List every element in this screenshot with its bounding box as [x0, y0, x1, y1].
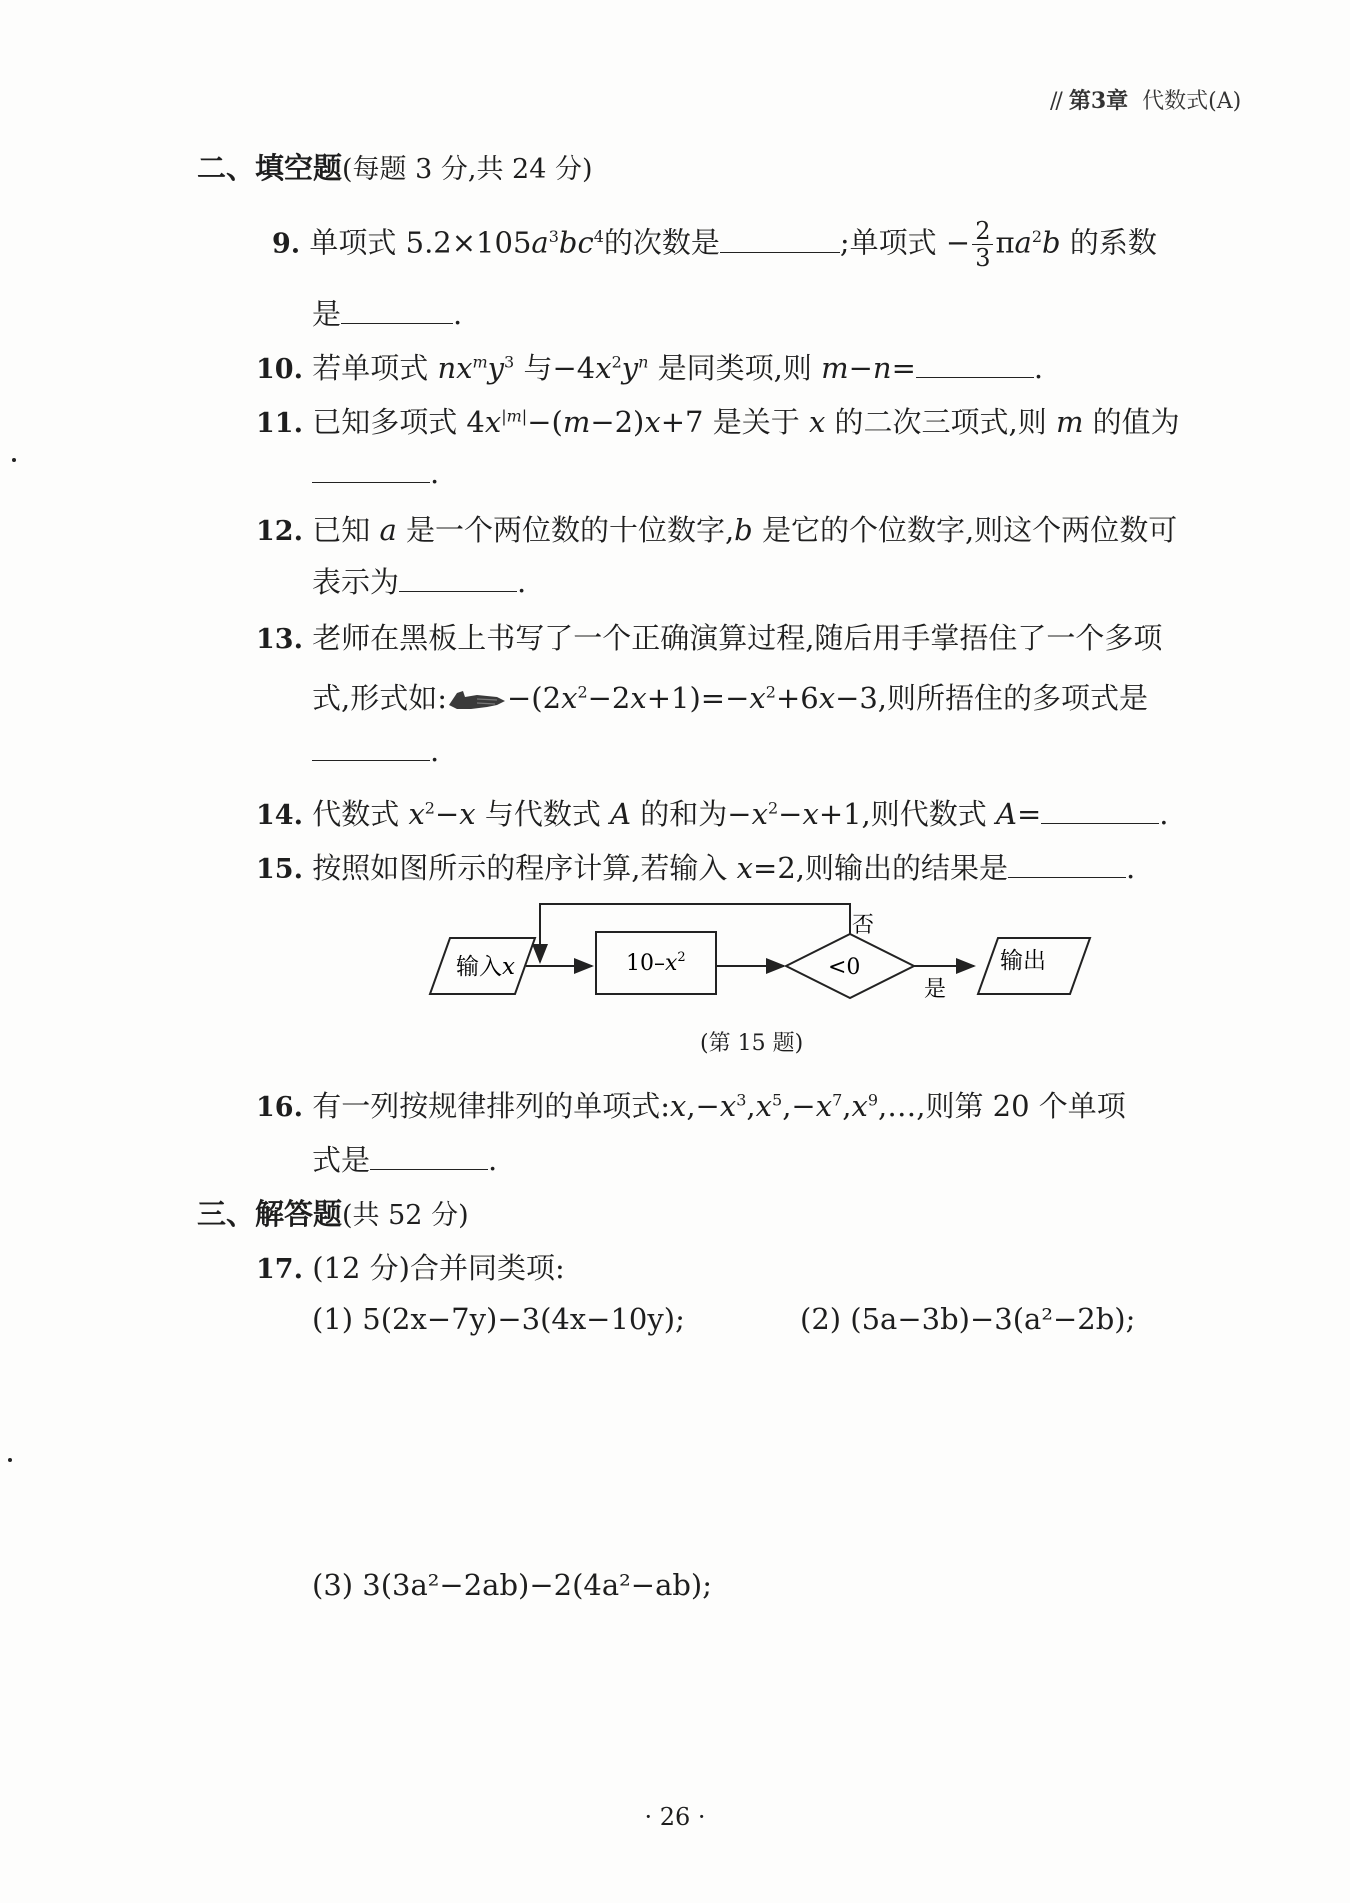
q10-text: 若单项式	[312, 351, 429, 385]
q15-text: 按照如图所示的程序计算,若输入	[312, 851, 728, 885]
q14-text: 与代数式	[484, 797, 601, 831]
question-16-cont	[312, 1138, 497, 1179]
question-number: 16.	[256, 1092, 303, 1123]
flow-output-label: 输出	[1000, 948, 1046, 974]
q13-text: +6	[775, 681, 819, 715]
header-chapter: 第3章	[1068, 88, 1129, 114]
fraction-numerator: 2	[972, 218, 993, 245]
question-9-cont	[312, 292, 462, 333]
question-number: 10.	[256, 354, 303, 385]
period: .	[430, 456, 440, 490]
q15-text: =2,则输出的结果是	[753, 851, 1008, 885]
answer-blank[interactable]	[312, 460, 430, 483]
question-14: 14. 代数式 $x^2-x$ 与代数式 A 的和为$-x^2-x+1$,则代数式 A= .	[256, 797, 1169, 831]
q11-text: 的二次三项式,则	[834, 405, 1047, 439]
section-note: (每题 3 分,共 24 分)	[342, 154, 593, 185]
flowchart-diagram	[420, 896, 1100, 1012]
margin-dot	[12, 458, 16, 462]
answer-blank[interactable]	[399, 569, 517, 592]
section-note: (共 52 分)	[342, 1200, 469, 1231]
question-12-cont	[312, 560, 526, 601]
answer-blank[interactable]	[1008, 855, 1126, 878]
page-number: · 26 ·	[644, 1803, 706, 1831]
question-13-cont2	[312, 734, 439, 768]
q17-sub3: (3) 3(3a²−2ab)−2(4a²−ab);	[312, 1568, 713, 1602]
section-title-text: 二、填空题	[197, 151, 343, 185]
period: .	[1033, 351, 1044, 385]
q14-text: 的和为−	[640, 797, 752, 831]
q11-text: −(	[527, 405, 563, 439]
margin-dot	[8, 1458, 12, 1462]
q14-text: −	[434, 797, 460, 831]
q16-text: ,−	[782, 1089, 816, 1123]
question-17	[256, 1246, 565, 1287]
question-15: 15. 按照如图所示的程序计算,若输入 x=2,则输出的结果是 .	[256, 851, 1136, 885]
header-slashes: //	[1050, 89, 1061, 114]
q16-text: ,	[746, 1089, 756, 1123]
flow-decision-label: <0	[828, 955, 861, 980]
q12-text: 表示为	[312, 565, 400, 599]
q9-text: 的系数	[1069, 225, 1157, 260]
flow-process-label: $10-x^2$	[626, 950, 686, 976]
answer-blank[interactable]	[370, 1147, 488, 1170]
period: .	[1159, 797, 1169, 831]
question-11: 11. 已知多项式 $4x^{|m|}-(m-2)x+7$ 是关于 x 的二次三项式,则 m 的值为	[256, 405, 1180, 439]
question-10: 10. 若单项式 $nx^my^3$ 与$-4x^2y^n$ 是同类项,则 m−n= .	[256, 351, 1044, 385]
fraction	[972, 218, 993, 271]
period: .	[517, 565, 527, 599]
period: .	[430, 734, 440, 768]
q14-text: +1,则代数式	[818, 797, 987, 831]
q17-sub1: (1) 5(2x−7y)−3(4x−10y);	[312, 1302, 685, 1336]
q16-text: 式是	[312, 1143, 371, 1177]
flow-input-label: 输入x	[456, 954, 515, 980]
figure-caption: (第 15 题)	[700, 1031, 804, 1056]
flow-no-label: 否	[852, 913, 875, 938]
q16-text: ,	[842, 1089, 852, 1123]
q10-text: 与−4	[523, 351, 596, 385]
section-title-text: 三、解答题	[197, 1197, 343, 1231]
question-13-cont: 式,形式如: $-(2x^2-2x+1)=-x^2+6x-3$,则所捂住的多项式是	[312, 681, 1149, 715]
q12-text: 是它的个位数字,则这个两位数可	[761, 513, 1178, 547]
q17-sub2: (2) (5a−3b)−3(a²−2b);	[800, 1302, 1136, 1336]
question-number: 14.	[256, 800, 303, 831]
q9-text: π	[995, 225, 1015, 260]
q13-text: −2	[587, 681, 631, 715]
question-number: 12.	[256, 516, 303, 547]
q16-text: 有一列按规律排列的单项式:	[312, 1089, 670, 1123]
answer-blank[interactable]	[312, 738, 430, 761]
flow-yes-label: 是	[924, 977, 947, 1002]
period: .	[1125, 851, 1136, 885]
q14-text: =	[1016, 797, 1042, 831]
q10-text: 是同类项,则	[657, 351, 812, 385]
q16-text: ,…,则第 20 个单项	[878, 1089, 1126, 1123]
q16-text: ,−	[686, 1089, 720, 1123]
q11-text: +7 是关于	[660, 405, 800, 439]
q12-text: 是一个两位数的十位数字,	[405, 513, 735, 547]
question-11-cont	[312, 456, 439, 490]
q14-text: −	[778, 797, 803, 831]
q13-text: 式,形式如:	[312, 681, 447, 715]
period: .	[453, 297, 463, 331]
q13-text: −(2	[507, 681, 562, 715]
q9-text: 的次数是	[603, 225, 720, 260]
q9-text: ;单项式 −	[839, 225, 971, 260]
header-title: 代数式(A)	[1142, 89, 1242, 114]
question-16: 16. 有一列按规律排列的单项式$:x,-x^3,x^5,-x^7,x^9,\dots$,则第 20 个单项	[256, 1089, 1126, 1123]
q9-text: 单项式 5.2×105	[309, 225, 532, 260]
q17-text: (12 分)合并同类项:	[312, 1251, 565, 1285]
fraction-denominator: 3	[975, 244, 991, 272]
question-12: 12. 已知 a 是一个两位数的十位数字,b 是它的个位数字,则这个两位数可	[256, 513, 1178, 547]
question-number: 13.	[256, 624, 303, 655]
q9-text: 是	[312, 297, 342, 331]
answer-blank[interactable]	[341, 301, 453, 324]
question-9: 9. 单项式 $5.2\times 105a^3bc^4$的次数是 ;单项式 − $\frac{2}{3}$ $\pi a^2b$ 的系数	[272, 217, 1157, 272]
period: .	[488, 1143, 498, 1177]
answer-blank[interactable]	[720, 230, 840, 253]
q11-text: 已知多项式 4	[312, 405, 485, 439]
answer-blank[interactable]	[1041, 801, 1159, 824]
question-number: 9.	[272, 228, 301, 260]
q13-text: −3,则所捂住的多项式是	[835, 681, 1149, 715]
q13-text: +1)=−	[646, 681, 750, 715]
q13-text: 老师在黑板上书写了一个正确演算过程,随后用手掌捂住了一个多项	[312, 621, 1163, 655]
q12-text: 已知	[312, 513, 371, 547]
q11-text: −2)	[590, 405, 645, 439]
question-13	[256, 616, 1162, 657]
hand-icon	[447, 685, 507, 715]
answer-blank[interactable]	[916, 355, 1034, 378]
chapter-header	[1050, 84, 1241, 115]
question-number: 11.	[256, 408, 303, 439]
q14-text: 代数式	[312, 797, 400, 831]
q11-text: 的值为	[1092, 405, 1180, 439]
question-number: 17.	[256, 1254, 303, 1285]
section-title-fill-in	[197, 146, 593, 187]
question-number: 15.	[256, 854, 303, 885]
section-title-answers	[197, 1192, 469, 1233]
